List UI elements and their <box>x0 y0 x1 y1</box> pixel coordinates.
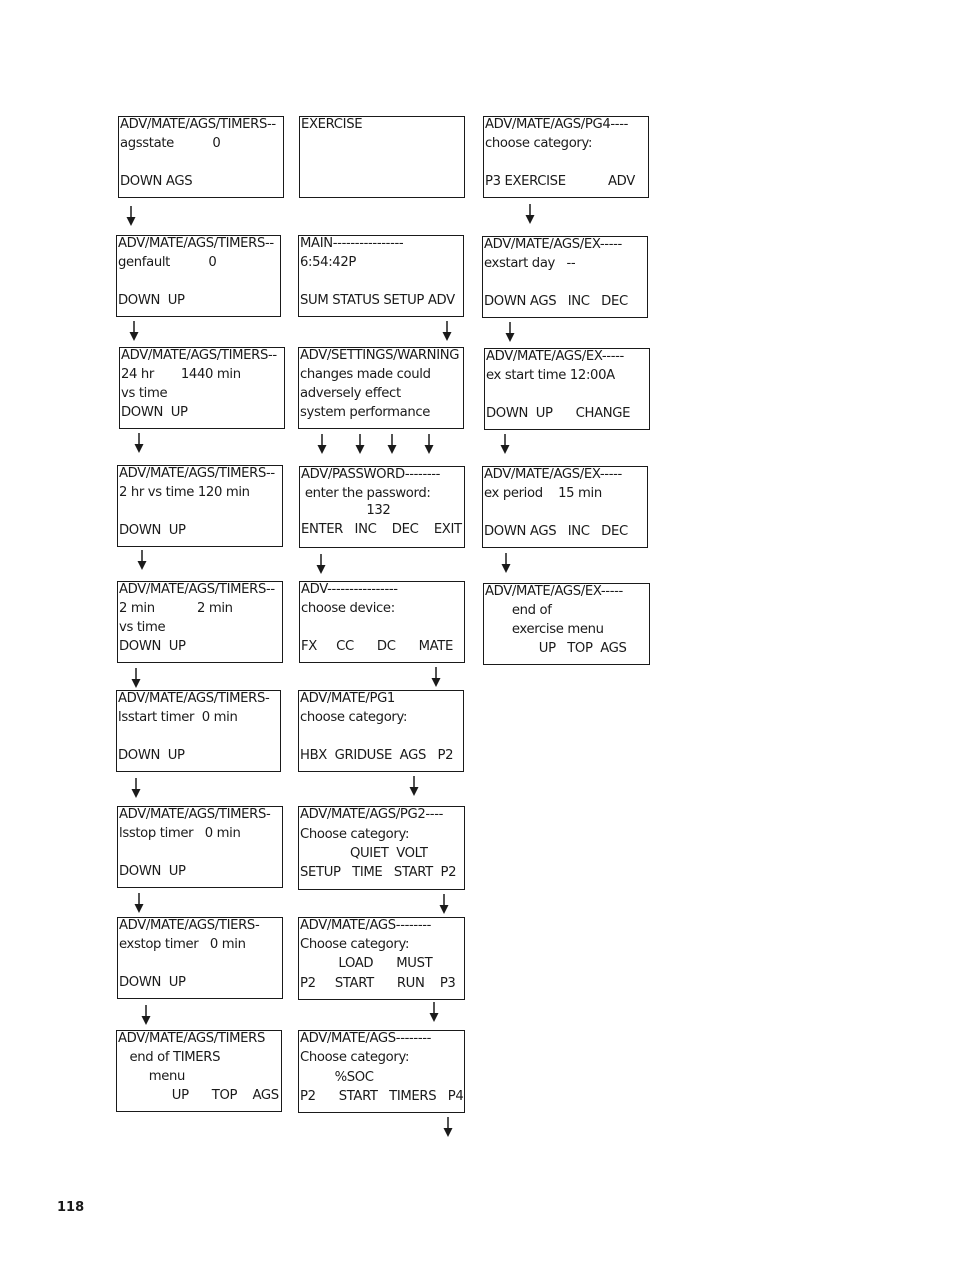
lcd-screen-timers-agsstate <box>118 116 284 198</box>
screen-line: exercise menu <box>485 622 604 637</box>
screen-line: agsstate 0 <box>120 136 221 151</box>
screen-line: end of <box>485 603 552 618</box>
screen-line: ADV/MATE/AGS/PG4---- <box>485 117 629 132</box>
screen-line: DOWN UP CHANGE <box>486 406 631 421</box>
screen-line: ADV/MATE/AGS/TIMERS-- <box>120 117 276 132</box>
screen-line: exstart day -- <box>484 256 576 271</box>
down-arrow-icon <box>125 206 137 226</box>
down-arrow-icon <box>500 553 512 573</box>
screen-line: ADV/MATE/AGS/TIMERS-- <box>121 348 277 363</box>
screen-line: DOWN AGS INC DEC <box>484 294 628 309</box>
screen-line: QUIET VOLT <box>300 846 428 861</box>
screen-line: ADV/MATE/AGS-------- <box>300 918 432 933</box>
screen-line: DOWN UP <box>119 975 186 990</box>
screen-line: DOWN AGS <box>120 174 193 189</box>
screen-line: ADV/MATE/AGS/TIMERS <box>118 1031 265 1046</box>
screen-line: ADV/MATE/AGS/PG2---- <box>300 807 444 822</box>
lcd-screen-timers-genfault <box>116 235 281 317</box>
down-arrow-icon <box>136 550 148 570</box>
screen-line: ADV/MATE/AGS/EX----- <box>484 467 622 482</box>
down-arrow-icon <box>133 433 145 453</box>
screen-line: SETUP TIME START P2 <box>300 865 457 880</box>
screen-line: ADV/MATE/AGS/EX----- <box>486 349 624 364</box>
down-arrow-icon <box>128 321 140 341</box>
screen-line: ADV/MATE/AGS/TIMERS- <box>119 807 271 822</box>
lcd-screen-timers-exstop <box>117 917 283 999</box>
screen-line: DOWN UP <box>118 293 185 308</box>
down-arrow-icon <box>133 893 145 913</box>
screen-line: genfault 0 <box>118 255 217 270</box>
screen-line: %SOC <box>300 1070 374 1085</box>
lcd-screen-ags-pg4-timers <box>298 1030 465 1113</box>
screen-line: HBX GRIDUSE AGS P2 <box>300 748 454 763</box>
down-arrow-icon <box>430 667 442 687</box>
down-arrow-icon <box>442 1117 454 1137</box>
lcd-screen-timers-lsstop <box>117 806 283 888</box>
down-arrow-icon <box>140 1005 152 1025</box>
screen-line: ADV/SETTINGS/WARNING <box>300 348 460 363</box>
lcd-screen-timers-2min <box>117 581 283 663</box>
screen-line: Choose category: <box>300 937 410 952</box>
screen-line: 2 min 2 min <box>119 601 233 616</box>
screen-line: vs time <box>121 386 168 401</box>
lcd-screen-timers-24hr <box>119 347 285 429</box>
down-arrow-icon <box>524 204 536 224</box>
screen-line: changes made could <box>300 367 431 382</box>
lcd-screen-ags-pg2 <box>298 806 465 890</box>
screen-line: EXERCISE <box>301 117 363 132</box>
screen-line: lsstop timer 0 min <box>119 826 241 841</box>
screen-line: vs time <box>119 620 166 635</box>
down-arrow-icon <box>130 668 142 688</box>
lcd-screen-timers-2hr <box>117 465 283 547</box>
screen-line: adversely effect <box>300 386 401 401</box>
screen-line: DOWN UP <box>119 523 186 538</box>
screen-line: LOAD MUST <box>300 956 433 971</box>
screen-line: MAIN---------------- <box>300 236 404 251</box>
screen-line: P2 START RUN P3 <box>300 976 456 991</box>
screen-line: 132 <box>301 503 391 518</box>
screen-line: 24 hr 1440 min <box>121 367 241 382</box>
down-arrow-icon <box>408 776 420 796</box>
screen-line: UP TOP AGS <box>485 641 627 656</box>
screen-line: menu <box>118 1069 186 1084</box>
screen-line: SUM STATUS SETUP ADV <box>300 293 455 308</box>
page-number: 118 <box>57 1200 85 1215</box>
down-arrow-icon <box>441 321 453 341</box>
lcd-screen-password <box>299 466 465 548</box>
screen-line: ADV/MATE/AGS/TIERS- <box>119 918 260 933</box>
screen-line: lsstart timer 0 min <box>118 710 238 725</box>
screen-line: DOWN UP <box>121 405 188 420</box>
lcd-screen-ex-starttime <box>484 348 650 430</box>
lcd-screen-exercise <box>299 116 465 198</box>
screen-line: ADV/MATE/AGS/TIMERS-- <box>119 582 275 597</box>
screen-line: ADV/PASSWORD-------- <box>301 467 441 482</box>
screen-line: DOWN AGS INC DEC <box>484 524 628 539</box>
down-arrow-icon <box>354 434 366 454</box>
screen-line: ADV/MATE/AGS-------- <box>300 1031 432 1046</box>
lcd-screen-timers-lsstart <box>116 690 281 772</box>
screen-line: P2 START TIMERS P4 <box>300 1089 464 1104</box>
screen-line: choose category: <box>485 136 593 151</box>
screen-line: Choose category: <box>300 827 410 842</box>
lcd-screen-timers-end <box>116 1030 282 1112</box>
down-arrow-icon <box>130 778 142 798</box>
screen-line: enter the password: <box>301 486 431 501</box>
screen-line: choose device: <box>301 601 395 616</box>
down-arrow-icon <box>504 322 516 342</box>
lcd-screen-ex-end <box>483 583 650 665</box>
down-arrow-icon <box>315 554 327 574</box>
screen-line: ex period 15 min <box>484 486 602 501</box>
screen-line: ADV/MATE/AGS/EX----- <box>485 584 623 599</box>
lcd-screen-ex-period <box>482 466 648 548</box>
screen-line: DOWN UP <box>119 864 186 879</box>
screen-line: Choose category: <box>300 1050 410 1065</box>
down-arrow-icon <box>316 434 328 454</box>
screen-line: choose category: <box>300 710 408 725</box>
down-arrow-icon <box>438 894 450 914</box>
screen-line: ADV/MATE/AGS/TIMERS-- <box>119 466 275 481</box>
screen-line: P3 EXERCISE ADV <box>485 174 635 189</box>
lcd-screen-mate-pg1 <box>298 690 464 772</box>
screen-line: ADV/MATE/AGS/EX----- <box>484 237 622 252</box>
lcd-screen-ex-startday <box>482 236 648 318</box>
down-arrow-icon <box>423 434 435 454</box>
screen-line: 2 hr vs time 120 min <box>119 485 250 500</box>
down-arrow-icon <box>428 1002 440 1022</box>
screen-line: end of TIMERS <box>118 1050 221 1065</box>
screen-line: DOWN UP <box>118 748 185 763</box>
screen-line: ex start time 12:00A <box>486 368 615 383</box>
screen-line: system performance <box>300 405 431 420</box>
screen-line: ADV/MATE/AGS/TIMERS- <box>118 691 270 706</box>
screen-line: exstop timer 0 min <box>119 937 246 952</box>
down-arrow-icon <box>386 434 398 454</box>
screen-line: ADV/MATE/PG1 <box>300 691 395 706</box>
screen-line: DOWN UP <box>119 639 186 654</box>
lcd-screen-settings-warning <box>298 347 464 429</box>
screen-line: ADV---------------- <box>301 582 398 597</box>
down-arrow-icon <box>499 434 511 454</box>
lcd-screen-ags-pg3 <box>298 917 465 1000</box>
screen-line: 6:54:42P <box>300 255 356 270</box>
screen-line: UP TOP AGS <box>118 1088 279 1103</box>
screen-line: FX CC DC MATE <box>301 639 453 654</box>
lcd-screen-main <box>298 235 464 317</box>
screen-line: ENTER INC DEC EXIT <box>301 522 462 537</box>
lcd-screen-ags-pg4 <box>483 116 649 198</box>
lcd-screen-adv-device <box>299 581 465 663</box>
screen-line: ADV/MATE/AGS/TIMERS-- <box>118 236 274 251</box>
